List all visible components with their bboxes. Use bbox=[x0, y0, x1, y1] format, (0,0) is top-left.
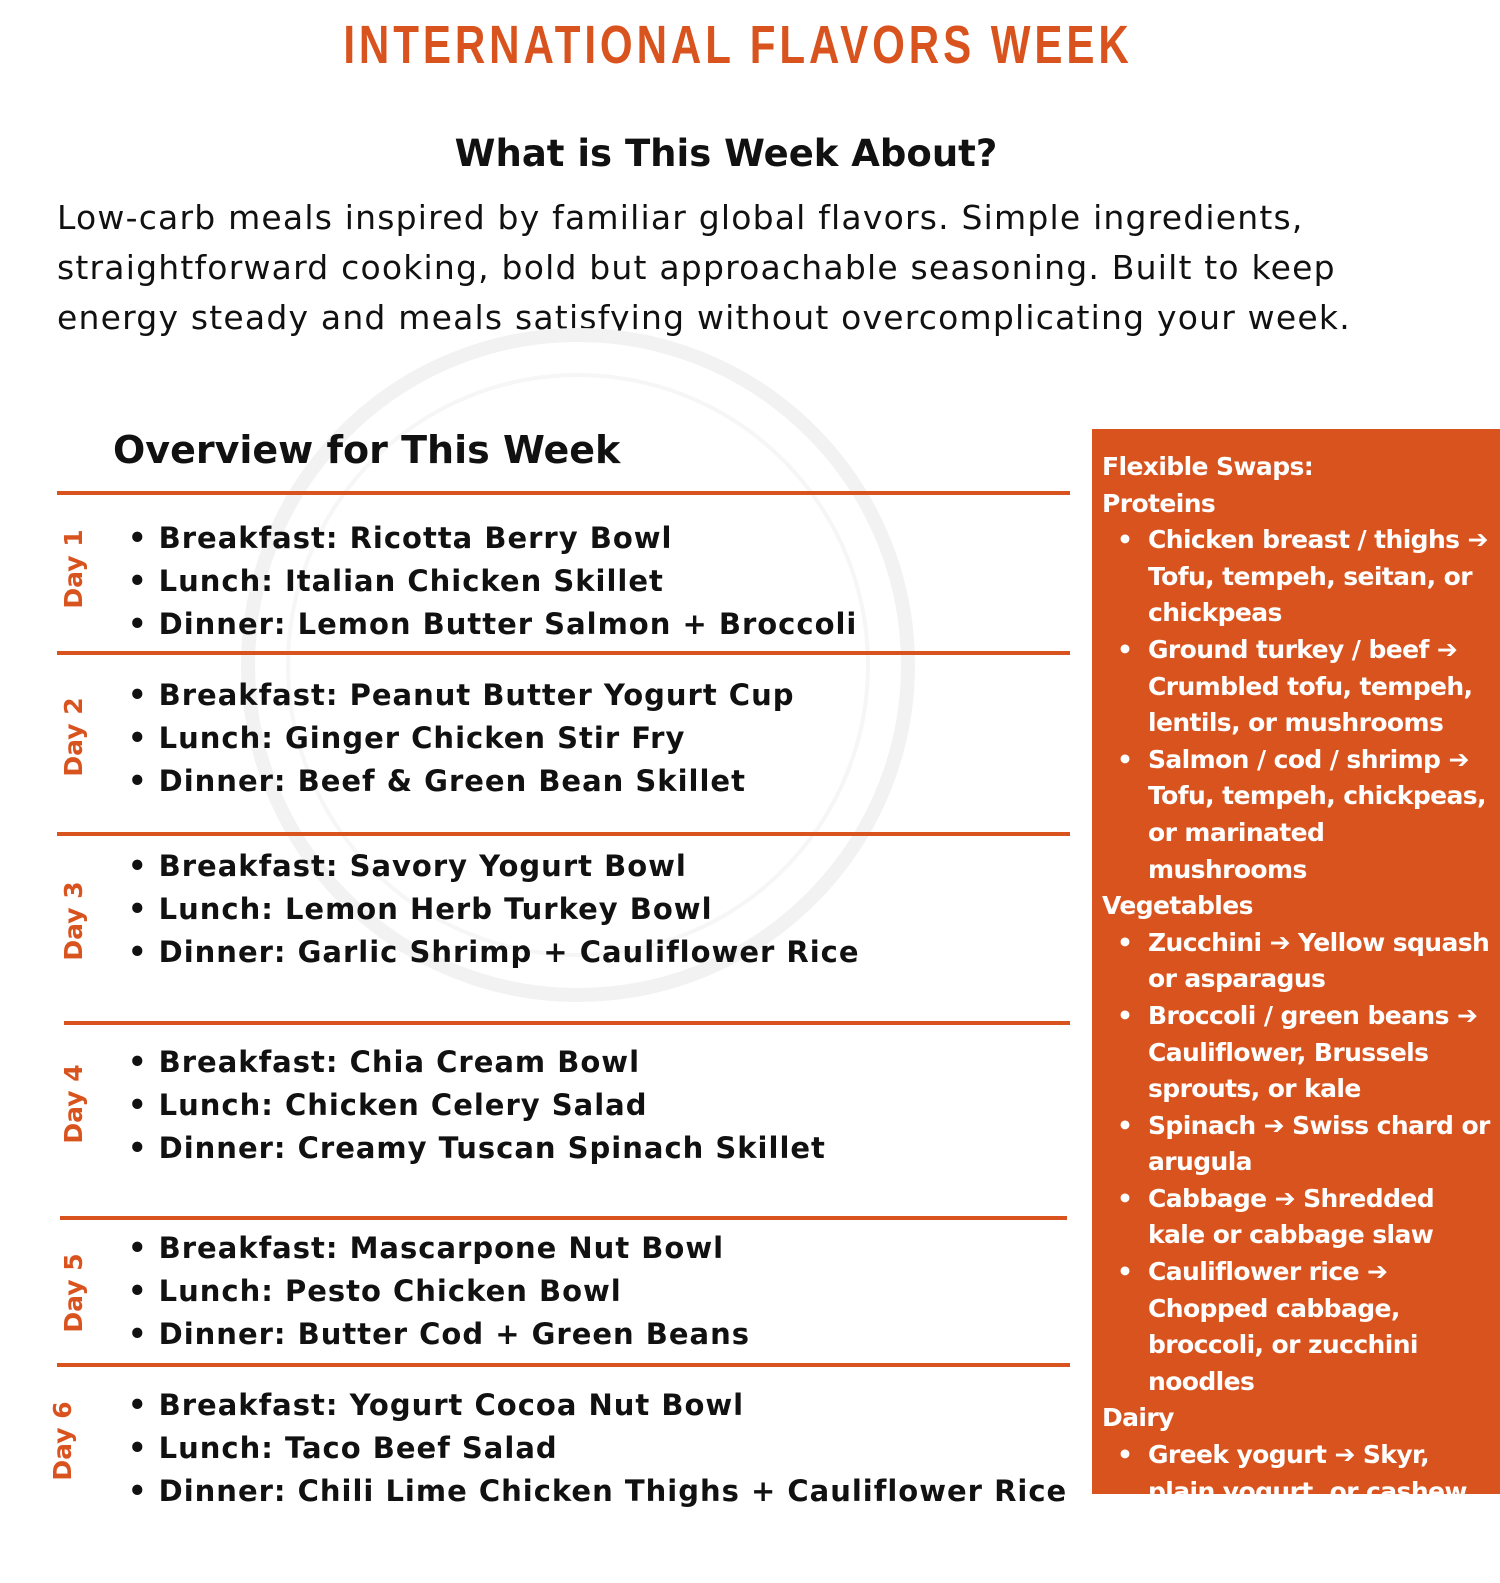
day-divider bbox=[64, 1021, 1070, 1025]
day-label: Day 4 bbox=[59, 1064, 88, 1144]
meal-item: • Lunch: Pesto Chicken Bowl bbox=[128, 1270, 750, 1313]
swap-group-heading: Dairy bbox=[1102, 1403, 1174, 1433]
meal-item: • Dinner: Lemon Butter Salmon + Broccoli bbox=[128, 603, 857, 646]
meal-list bbox=[128, 517, 857, 646]
meal-item: • Breakfast: Savory Yogurt Bowl bbox=[128, 845, 860, 888]
swap-list bbox=[1102, 925, 1490, 1401]
swap-group-heading: Vegetables bbox=[1102, 891, 1253, 921]
swap-item: • Zucchini ➔ Yellow squash or asparagus bbox=[1148, 925, 1490, 998]
day-label: Day 3 bbox=[59, 881, 88, 961]
day-divider bbox=[57, 832, 1070, 836]
meal-list bbox=[128, 845, 860, 974]
swap-item: • Cauliflower rice ➔ Chopped cabbage, broccoli, or zucchini noodles bbox=[1148, 1254, 1490, 1400]
swap-item: • Ground turkey / beef ➔ Crumbled tofu, tempeh, lentils, or mushrooms bbox=[1148, 632, 1490, 742]
flexible-swaps-panel bbox=[1092, 429, 1500, 1579]
meal-item: • Lunch: Italian Chicken Skillet bbox=[128, 560, 857, 603]
meal-item: • Breakfast: Chia Cream Bowl bbox=[128, 1041, 826, 1084]
day-divider bbox=[60, 1216, 1067, 1220]
day-divider bbox=[57, 651, 1070, 655]
swap-item: • Ricotta / Mascarpone ➔ bbox=[1148, 1547, 1490, 1583]
meal-item: • Lunch: Lemon Herb Turkey Bowl bbox=[128, 888, 860, 931]
meal-item: • Lunch: Ginger Chicken Stir Fry bbox=[128, 717, 794, 760]
meal-item: • Lunch: Chicken Celery Salad bbox=[128, 1084, 826, 1127]
meal-list bbox=[128, 1041, 826, 1170]
meal-item: • Dinner: Chili Lime Chicken Thighs + Cauliflower Rice bbox=[128, 1470, 1067, 1513]
page-title: INTERNATIONAL FLAVORS WEEK bbox=[343, 15, 1133, 75]
about-heading: What is This Week About? bbox=[454, 132, 998, 175]
day-divider bbox=[57, 491, 1070, 495]
meal-item: • Dinner: Creamy Tuscan Spinach Skillet bbox=[128, 1127, 826, 1170]
meal-item: • Breakfast: Ricotta Berry Bowl bbox=[128, 517, 857, 560]
swap-list bbox=[1102, 1437, 1490, 1583]
meal-item: • Dinner: Beef & Green Bean Skillet bbox=[128, 760, 794, 803]
meal-list bbox=[128, 1227, 750, 1356]
swap-item: • Salmon / cod / shrimp ➔ Tofu, tempeh, chickpeas, or marinated mushrooms bbox=[1148, 742, 1490, 888]
meal-list bbox=[128, 674, 794, 803]
swap-item: • Chicken breast / thighs ➔ Tofu, tempeh, seitan, or chickpeas bbox=[1148, 522, 1490, 632]
meal-item: • Lunch: Taco Beef Salad bbox=[128, 1427, 1067, 1470]
meal-item: • Dinner: Butter Cod + Green Beans bbox=[128, 1313, 750, 1356]
day-label: Day 1 bbox=[59, 529, 88, 609]
meal-list bbox=[128, 1384, 1067, 1513]
day-divider bbox=[57, 1363, 1070, 1367]
swap-list bbox=[1102, 522, 1490, 888]
swap-item: • Spinach ➔ Swiss chard or arugula bbox=[1148, 1108, 1490, 1181]
swap-group-heading: Proteins bbox=[1102, 488, 1216, 518]
overview-heading: Overview for This Week bbox=[113, 428, 621, 472]
meal-item: • Breakfast: Peanut Butter Yogurt Cup bbox=[128, 674, 794, 717]
day-label: Day 2 bbox=[59, 697, 88, 777]
day-label: Day 5 bbox=[59, 1253, 88, 1333]
day-label: Day 6 bbox=[48, 1401, 77, 1481]
meal-item: • Breakfast: Mascarpone Nut Bowl bbox=[128, 1227, 750, 1270]
swap-item: • Broccoli / green beans ➔ Cauliflower, Brussels sprouts, or kale bbox=[1148, 998, 1490, 1108]
swap-item: • Cabbage ➔ Shredded kale or cabbage slaw bbox=[1148, 1181, 1490, 1254]
meal-item: • Dinner: Garlic Shrimp + Cauliflower Rice bbox=[128, 931, 860, 974]
meal-item: • Breakfast: Yogurt Cocoa Nut Bowl bbox=[128, 1384, 1067, 1427]
about-text: Low-carb meals inspired by familiar global flavors. Simple ingredients, straightforward cooking, bold but approachable seasoning. Built to keep energy steady and meals satisfying without overcomplicating your week. bbox=[57, 198, 1351, 337]
swaps-title: Flexible Swaps: bbox=[1102, 452, 1314, 481]
swap-item: • Greek yogurt ➔ Skyr, plain yogurt, or cashew cream bbox=[1148, 1437, 1490, 1547]
